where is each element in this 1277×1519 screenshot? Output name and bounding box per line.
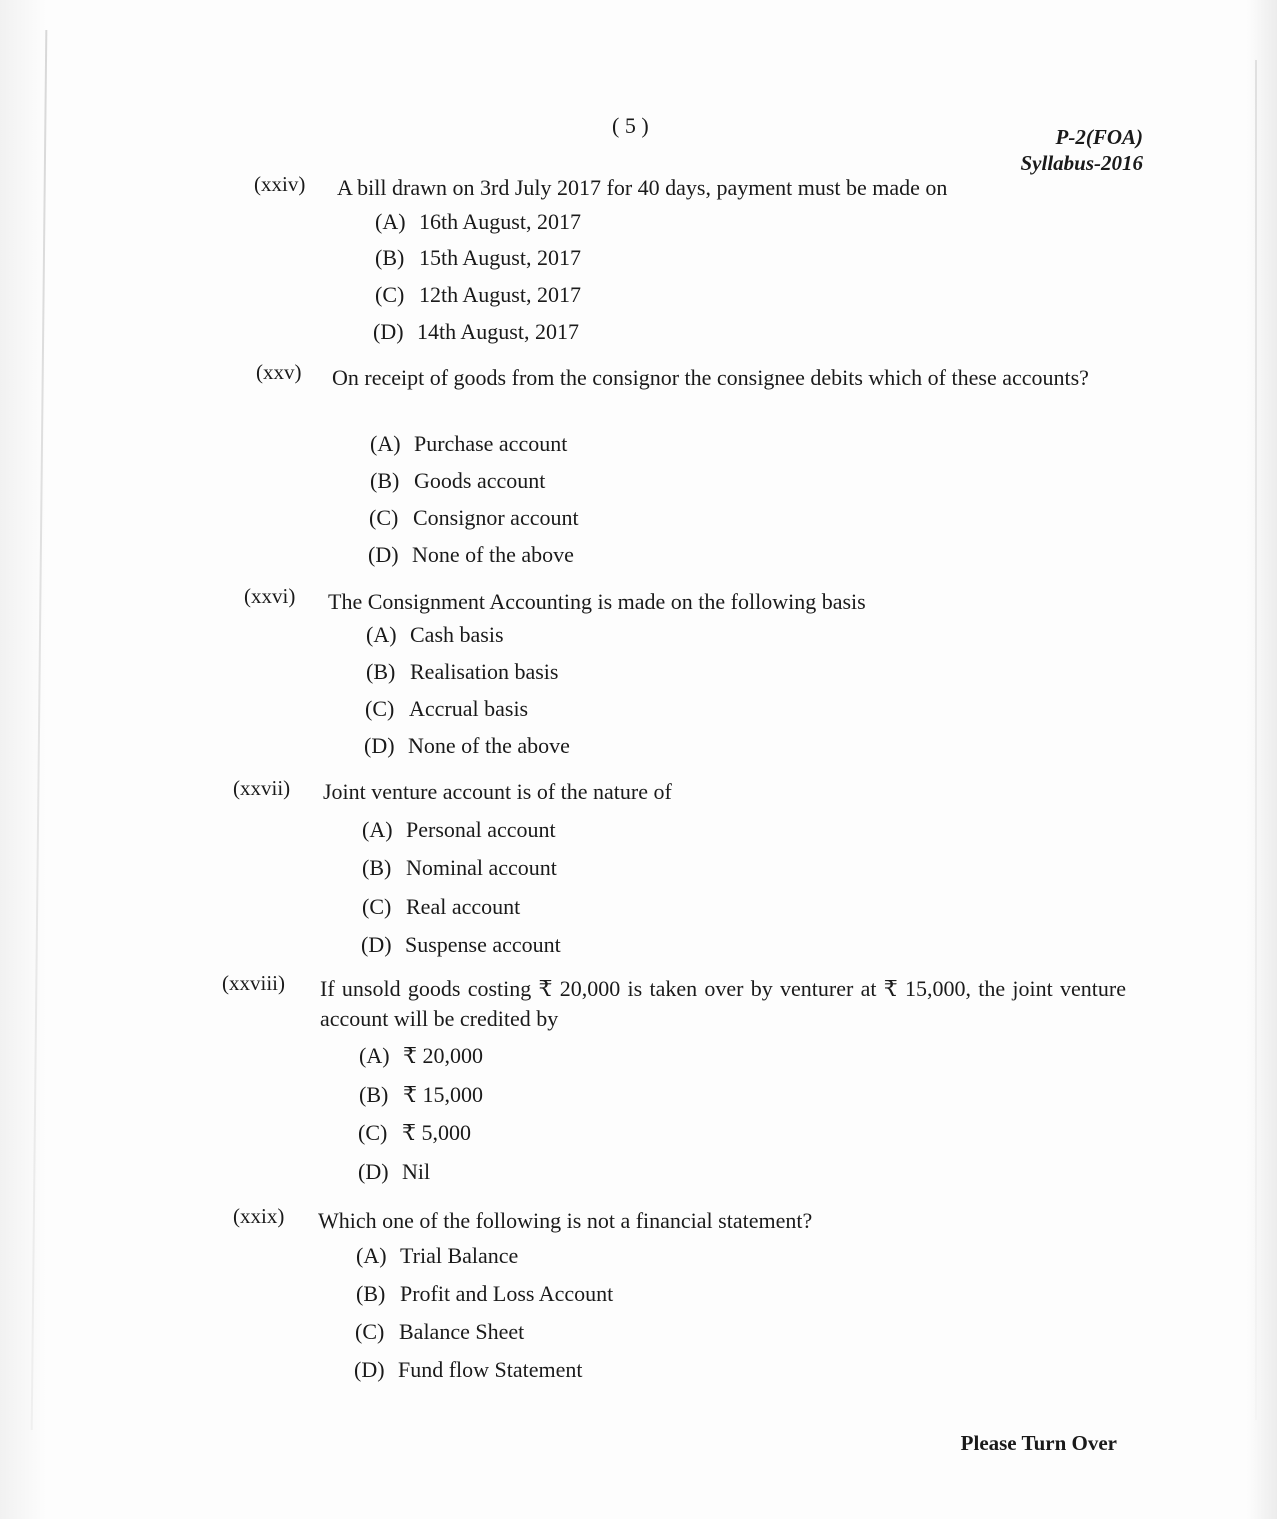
option-text: Goods account — [414, 468, 546, 493]
option-label: (B) — [370, 468, 400, 493]
option-text: Trial Balance — [400, 1243, 519, 1268]
option-text: ₹ 15,000 — [403, 1082, 483, 1107]
option-d — [354, 1357, 583, 1383]
scan-edge-right — [1247, 0, 1277, 1519]
option-text: None of the above — [412, 542, 574, 567]
option-b — [366, 659, 558, 685]
option-label: (C) — [362, 894, 392, 919]
option-label: (B) — [356, 1281, 386, 1306]
option-text: 16th August, 2017 — [419, 209, 581, 234]
option-text: ₹ 5,000 — [402, 1120, 471, 1145]
question-number: (xxvi) — [244, 584, 296, 608]
option-text: Profit and Loss Account — [400, 1281, 614, 1306]
option-label: (A) — [375, 209, 406, 234]
option-d — [368, 542, 574, 568]
option-text: None of the above — [408, 733, 570, 758]
question-text: Which one of the following is not a financial statement? — [318, 1208, 813, 1233]
option-label: (D) — [361, 932, 392, 957]
option-text: Purchase account — [414, 431, 568, 456]
option-label: (A) — [370, 431, 401, 456]
option-label: (A) — [359, 1043, 390, 1068]
option-b — [359, 1082, 483, 1108]
option-label: (A) — [366, 622, 397, 647]
option-label: (C) — [375, 282, 405, 307]
option-label: (D) — [364, 733, 395, 758]
option-text: Realisation basis — [410, 659, 559, 684]
option-text: 14th August, 2017 — [417, 319, 579, 344]
option-c — [375, 282, 581, 308]
question-text: Joint venture account is of the nature of — [323, 779, 672, 804]
option-label: (B) — [375, 245, 405, 270]
option-text: Accrual basis — [409, 696, 529, 721]
option-text: ₹ 20,000 — [403, 1043, 483, 1068]
option-label: (B) — [362, 855, 392, 880]
option-a — [359, 1043, 483, 1069]
option-text: Consignor account — [413, 505, 579, 530]
question-number: (xxv) — [256, 360, 302, 384]
option-a — [370, 431, 567, 457]
option-text: Cash basis — [410, 622, 504, 647]
question-number: (xxix) — [233, 1204, 285, 1228]
option-label: (C) — [355, 1319, 385, 1344]
question-text: On receipt of goods from the consignor the consignee debits which of these accounts? — [332, 365, 1089, 390]
option-text: Balance Sheet — [399, 1319, 525, 1344]
option-text: Real account — [406, 894, 521, 919]
option-a — [362, 817, 556, 843]
option-b — [362, 855, 557, 881]
option-label: (D) — [373, 319, 404, 344]
option-c — [369, 505, 579, 531]
option-label: (D) — [368, 542, 399, 567]
option-d — [361, 932, 561, 958]
question-number: (xxiv) — [254, 172, 306, 196]
option-label: (C) — [358, 1120, 388, 1145]
paper-code-block — [1020, 124, 1143, 176]
option-label: (C) — [369, 505, 399, 530]
paper-code: P-2(FOA) — [1055, 125, 1143, 149]
option-b — [375, 245, 581, 271]
option-d — [364, 733, 570, 759]
option-c — [365, 696, 528, 722]
question-text: The Consignment Accounting is made on the following basis — [328, 589, 866, 614]
option-text: Nil — [402, 1159, 431, 1184]
option-c — [358, 1120, 471, 1146]
option-label: (B) — [366, 659, 396, 684]
page-number: ( 5 ) — [612, 113, 649, 138]
question-text: If unsold goods costing ₹ 20,000 is taken over by venturer at ₹ 15,000, the joint venture account will be credited by — [320, 976, 1126, 1031]
option-b — [356, 1281, 613, 1307]
option-a — [356, 1243, 518, 1269]
option-label: (D) — [358, 1159, 389, 1184]
syllabus-label: Syllabus-2016 — [1020, 151, 1143, 175]
option-label: (D) — [354, 1357, 385, 1382]
option-a — [375, 209, 581, 235]
option-text: 12th August, 2017 — [419, 282, 581, 307]
question-number: (xxviii) — [222, 971, 285, 995]
option-label: (A) — [362, 817, 393, 842]
option-label: (C) — [365, 696, 395, 721]
option-d — [373, 319, 579, 345]
option-text: Nominal account — [406, 855, 557, 880]
option-text: Personal account — [406, 817, 556, 842]
question-number: (xxvii) — [233, 776, 291, 800]
option-a — [366, 622, 504, 648]
option-c — [362, 894, 520, 920]
scan-edge-line-right — [1255, 60, 1257, 1420]
please-turn-over: Please Turn Over — [960, 1431, 1117, 1455]
option-label: (A) — [356, 1243, 387, 1268]
option-text: Fund flow Statement — [398, 1357, 583, 1382]
option-b — [370, 468, 545, 494]
option-c — [355, 1319, 524, 1345]
option-label: (B) — [359, 1082, 389, 1107]
question-text: A bill drawn on 3rd July 2017 for 40 days, payment must be made on — [337, 175, 948, 200]
option-text: 15th August, 2017 — [419, 245, 581, 270]
option-text: Suspense account — [405, 932, 561, 957]
option-d — [358, 1159, 430, 1185]
